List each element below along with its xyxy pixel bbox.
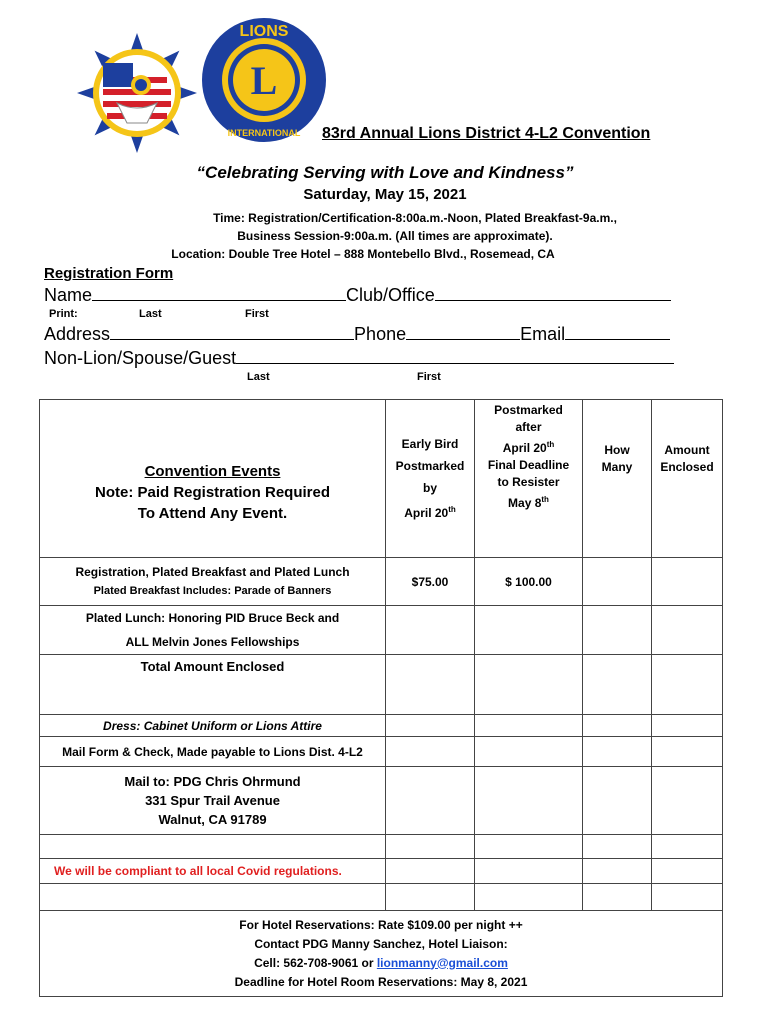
guest-input[interactable] <box>236 349 674 364</box>
empty-cell <box>652 737 723 767</box>
hotel-cell-line <box>40 954 722 973</box>
mail-to-cell <box>40 767 386 835</box>
final-deadline-text: Final Deadline <box>487 458 570 472</box>
empty-cell <box>652 715 723 737</box>
empty-cell <box>386 835 475 859</box>
amount-enclosed-text: Amount <box>664 443 710 457</box>
lunch-line-2: ALL Melvin Jones Fellowships <box>125 635 300 649</box>
covid-notice: We will be compliant to all local Covid regulations. <box>40 859 386 884</box>
empty-cell <box>652 767 723 835</box>
how-many-text: Many <box>601 460 633 474</box>
mail-form-instructions: Mail Form & Check, Made payable to Lions Dist. 4-L2 <box>40 737 386 767</box>
postmarked-after-date: April 20th <box>502 440 555 455</box>
registration-row <box>40 558 723 606</box>
empty-cell <box>40 884 386 911</box>
convention-title: 83rd Annual Lions District 4-L2 Convention <box>322 125 651 142</box>
empty-cell <box>583 884 652 911</box>
final-deadline-date: May 8th <box>508 495 549 510</box>
empty-cell <box>475 835 583 859</box>
hotel-email-link[interactable]: lionmanny@gmail.com <box>376 955 508 970</box>
address-row <box>44 324 670 345</box>
registration-quantity[interactable] <box>583 558 652 606</box>
lions-logo-letter: L <box>250 58 278 103</box>
lunch-late-cell <box>475 606 583 655</box>
empty-cell <box>475 859 583 884</box>
how-many-header <box>583 400 652 558</box>
postmarked-after-text: after <box>515 420 542 434</box>
convention-date: Saturday, May 15, 2021 <box>303 186 467 203</box>
early-bird-header <box>386 400 475 558</box>
empty-cell <box>386 715 475 737</box>
hotel-contact: Contact PDG Manny Sanchez, Hotel Liaison: <box>254 936 508 951</box>
empty-cell <box>475 884 583 911</box>
late-price: $ 100.00 <box>475 558 583 606</box>
mail-to-city: Walnut, CA 91789 <box>158 812 267 827</box>
guest-first-label: First <box>417 371 441 383</box>
club-input[interactable] <box>435 286 671 301</box>
empty-cell <box>652 884 723 911</box>
blank-row <box>40 835 723 859</box>
postmarked-after-header <box>475 400 583 558</box>
empty-cell <box>652 859 723 884</box>
email-label: Email <box>520 324 566 344</box>
covid-row <box>40 859 723 884</box>
empty-cell <box>386 767 475 835</box>
events-header-cell <box>40 400 386 558</box>
empty-cell <box>475 715 583 737</box>
events-table <box>39 399 723 997</box>
address-input[interactable] <box>110 325 354 340</box>
name-row <box>44 285 671 306</box>
hotel-info <box>40 911 723 997</box>
dress-row <box>40 715 723 737</box>
total-amount[interactable] <box>652 655 723 715</box>
empty-cell <box>386 884 475 911</box>
name-label: Name <box>44 285 93 305</box>
how-many-text: How <box>604 443 630 457</box>
lunch-quantity[interactable] <box>583 606 652 655</box>
early-bird-text: Early Bird <box>401 437 459 451</box>
schedule-line-2: Business Session-9:00a.m. (All times are approximate). <box>237 229 553 243</box>
empty-cell <box>475 767 583 835</box>
empty-cell <box>583 859 652 884</box>
note-line-2: To Attend Any Event. <box>137 505 288 522</box>
lunch-line-1: Plated Lunch: Honoring PID Bruce Beck and <box>85 611 340 625</box>
table-header-row <box>40 400 723 558</box>
postmarked-after-text: Postmarked <box>494 403 563 417</box>
note-line-1: Note: Paid Registration Required <box>94 484 331 501</box>
lions-logo-bottom-text: INTERNATIONAL <box>227 128 301 138</box>
lunch-row <box>40 606 723 655</box>
total-label: Total Amount Enclosed <box>40 655 386 715</box>
registration-amount[interactable] <box>652 558 723 606</box>
club-label: Club/Office <box>346 285 435 305</box>
blank-row <box>40 884 723 911</box>
registration-text: Registration, Plated Breakfast and Plated Lunch <box>75 564 350 579</box>
print-label: Print: <box>49 308 78 320</box>
hotel-rate: For Hotel Reservations: Rate $109.00 per night ++ <box>239 917 523 932</box>
registration-form-heading: Registration Form <box>44 265 174 282</box>
empty-cell <box>583 835 652 859</box>
address-label: Address <box>44 324 111 344</box>
guest-last-label: Last <box>247 371 270 383</box>
mail-to-row <box>40 767 723 835</box>
empty-cell <box>40 835 386 859</box>
empty-cell <box>583 715 652 737</box>
empty-cell <box>652 835 723 859</box>
empty-cell <box>386 737 475 767</box>
empty-cell <box>583 767 652 835</box>
amount-enclosed-text: Enclosed <box>660 460 714 474</box>
last-name-label: Last <box>139 308 162 320</box>
total-quantity[interactable] <box>583 655 652 715</box>
name-input[interactable] <box>92 286 346 301</box>
lions-international-logo <box>200 16 328 144</box>
lunch-cell <box>40 606 386 655</box>
amount-enclosed-header <box>652 400 723 558</box>
total-late-cell <box>475 655 583 715</box>
early-price: $75.00 <box>386 558 475 606</box>
guest-row <box>44 348 674 369</box>
schedule-line-1: Time: Registration/Certification-8:00a.m.-Noon, Plated Breakfast-9a.m., <box>213 211 617 225</box>
registration-cell <box>40 558 386 606</box>
mail-to-street: 331 Spur Trail Avenue <box>145 793 280 808</box>
phone-input[interactable] <box>406 325 520 340</box>
breakfast-includes-text: Plated Breakfast Includes: Parade of Banners <box>93 584 332 597</box>
lunch-amount[interactable] <box>652 606 723 655</box>
email-input[interactable] <box>565 325 670 340</box>
convention-theme: “Celebrating Serving with Love and Kindness” <box>196 163 574 182</box>
empty-cell <box>386 859 475 884</box>
lunch-early-cell <box>386 606 475 655</box>
total-early-cell <box>386 655 475 715</box>
district-emblem-logo <box>74 30 200 156</box>
early-bird-date: April 20th <box>404 505 456 520</box>
hotel-cell: Cell: 562-708-9061 or <box>254 955 377 970</box>
guest-label: Non-Lion/Spouse/Guest <box>44 348 237 368</box>
events-title: Convention Events <box>144 463 281 480</box>
total-row <box>40 655 723 715</box>
phone-label: Phone <box>354 324 407 344</box>
dress-code: Dress: Cabinet Uniform or Lions Attire <box>40 715 386 737</box>
empty-cell <box>583 737 652 767</box>
lions-logo-top-text: LIONS <box>239 23 289 40</box>
hotel-deadline: Deadline for Hotel Room Reservations: May 8, 2021 <box>234 974 528 989</box>
empty-cell <box>475 737 583 767</box>
early-bird-text: Postmarked <box>395 459 465 473</box>
first-name-label: First <box>245 308 269 320</box>
mail-form-row <box>40 737 723 767</box>
hotel-row <box>40 911 723 997</box>
mail-to-name: Mail to: PDG Chris Ohrmund <box>124 774 301 789</box>
early-bird-text: by <box>422 481 437 495</box>
location-line: Location: Double Tree Hotel – 888 Montebello Blvd., Rosemead, CA <box>171 247 555 261</box>
final-deadline-text: to Resister <box>497 475 560 489</box>
